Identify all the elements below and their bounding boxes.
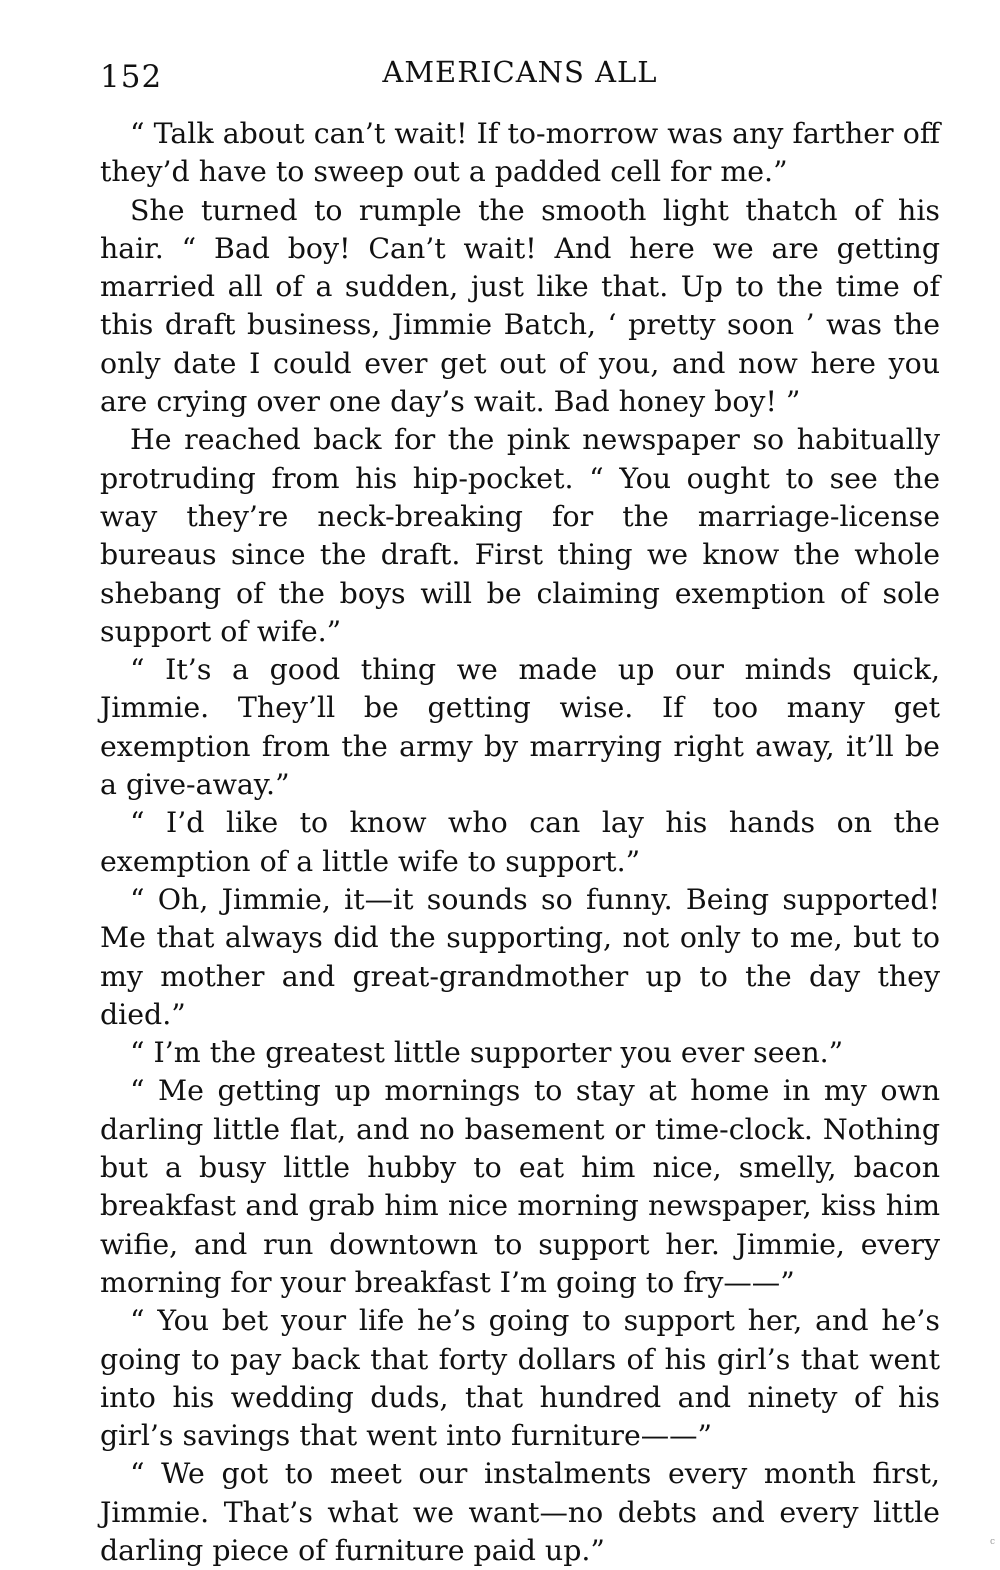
paragraph: “ Me getting up mornings to stay at home in my own darling little flat, and no basement or time-clock. Nothing but a busy little hubby to eat him nice, smelly, bacon breakfast and grab him nice morning newspaper, kiss him wifie, and run downtown to support her. Jimmie, every morning for your breakfast I’m going to fry——”	[100, 1074, 940, 1299]
paragraph: “ I’m the greatest little supporter you ever seen.”	[130, 1036, 844, 1070]
paragraph: “ You bet your life he’s going to support her, and he’s going to pay back that forty dollars of his girl’s that went into his wedding duds, that hundred and ninety of his girl’s savings that went into furniture——”	[100, 1304, 940, 1453]
running-head	[100, 55, 940, 103]
page-number: 152	[100, 59, 163, 95]
paragraph: She turned to rumple the smooth light thatch of his hair. “ Bad boy! Can’t wait! And here we are getting married all of a sudden, just like that. Up to the time of this draft business, Jimmie Batch, ‘ pretty soon ’ was the only date I could ever get out of you, and now here you are crying over one day’s wait. Bad honey boy! ”	[100, 193, 940, 419]
running-title: AMERICANS ALL	[382, 55, 658, 89]
scan-mark: c	[990, 1537, 996, 1547]
paragraph: “ I’d like to know who can lay his hands on the exemption of a little wife to support.”	[100, 806, 940, 878]
paragraph: “ Oh, Jimmie, it—it sounds so funny. Being supported! Me that always did the supporting, not only to me, but to my mother and great-grandmother up to the day they died.”	[100, 882, 940, 1031]
paragraph: He reached back for the pink newspaper so habitually protruding from his hip-pocket. “ You ought to see the way they’re neck-breaking for the marriage-license bureaus since the draft. First thing we know the whole shebang of the boys will be claiming exemption of sole support of wife.”	[100, 423, 940, 648]
paragraph: “ Talk about can’t wait! If to-morrow was any farther off they’d have to sweep out a padded cell for me.”	[100, 117, 940, 189]
paragraph: “ It’s a good thing we made up our minds quick, Jimmie. They’ll be getting wise. If too many get exemption from the army by marrying right away, it’ll be a give-away.”	[100, 653, 940, 802]
body-text	[100, 115, 940, 1570]
paragraph: “ We got to meet our instalments every month first, Jimmie. That’s what we want—no debts and every little darling piece of furniture paid up.”	[100, 1457, 940, 1567]
